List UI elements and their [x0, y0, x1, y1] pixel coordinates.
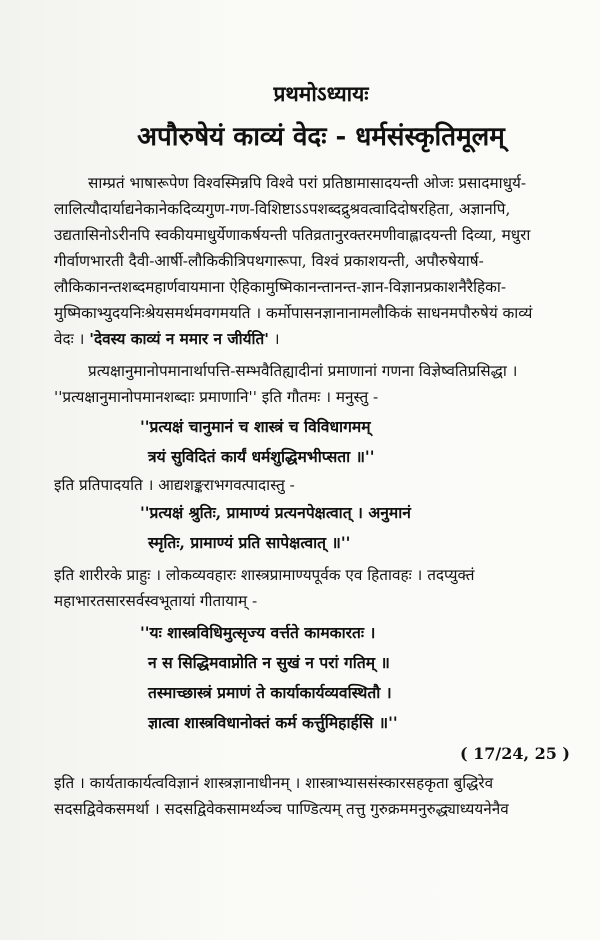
verse-manu	[54, 412, 578, 472]
text-line: इति । कार्यताकार्यत्वविज्ञानं शास्त्रज्ञानाधीनम् । शास्त्राभ्याससंस्कारसहकृता बुद्धिरेव	[54, 774, 494, 792]
paragraph-3	[54, 472, 578, 498]
text-line: लौकिकानन्तशब्दमहार्णवायमाना ऐहिकामुष्मिकानन्तानन्त-ज्ञान-विज्ञानप्रकाशनैरैहिका-	[54, 278, 507, 296]
verse-line: तस्माच्छास्त्रं प्रमाणं ते कार्याकार्यव्यवस्थितौ ।	[148, 683, 392, 702]
text-line: इति शारीरके प्राहुः । लोकव्यवहारः शास्त्रप्रामाण्यपूर्वक एव हितावहः । तदप्युक्तं	[54, 566, 475, 584]
text-line: मुष्मिकाभ्युदयनिःश्रेयसमर्थमवगमयति । कर्मोपासनज्ञानानामलौकिकं साधनमपौरुषेयं काव्यं	[54, 304, 533, 322]
paragraph-5	[54, 770, 578, 822]
verse-line: ''प्रत्यक्षं चानुमानं च शास्त्रं च विविधागमम्	[140, 417, 371, 436]
text-line: इति प्रतिपादयति । आद्यशङ्कराभगवत्पादास्तु -	[54, 476, 295, 494]
verse-line: त्रयं सुविदितं कार्यं धर्मशुद्धिमभीप्सता ॥''	[148, 447, 375, 466]
text-line: लालित्यौदार्याद्यनेकानेकदिव्यगुण-गण-विशिष्टाऽऽपशब्दद्रुश्रवत्वादिदोषरहिता, अज्ञानपि,	[54, 200, 511, 218]
text-line: साम्प्रतं भाषारूपेण विश्वस्मिन्नपि विश्वे परां प्रतिष्ठामासादयन्ती ओजः प्रसादमाधुर्य-	[88, 174, 527, 192]
text-line: सदसद्विवेकसमर्था । सदसद्विवेकसामर्थ्यञ्च पाण्डित्यम् तत्तु गुरुक्रममनुरुद्ध्याध्ययनेनैव	[54, 800, 509, 818]
verse-reference: ( 17/24, 25 )	[459, 744, 570, 763]
paragraph-2	[54, 358, 578, 410]
text-fragment: ।	[273, 330, 280, 348]
chapter-heading: प्रथमोऽध्यायः	[273, 81, 369, 106]
text-line: महाभारतसारसर्वस्वभूतायां गीतायाम् -	[54, 592, 258, 610]
paragraph-4	[54, 562, 578, 614]
text-fragment: वेदः ।	[54, 330, 85, 348]
quotation: 'देवस्य काव्यं न ममार न जीर्यति'	[89, 330, 269, 348]
text-line: गीर्वाणभारती दैवी-आर्षी-लौकिकीत्रिपथगारूपा, विश्वं प्रकाशयन्ती, अपौरुषेयार्ष-	[54, 252, 484, 270]
paragraph-1	[54, 170, 578, 352]
verse-shankara	[54, 498, 578, 558]
verse-gita	[54, 618, 578, 738]
text-line: ''प्रत्यक्षानुमानोपमानशब्दाः प्रमाणानि'' इति गौतमः । मनुस्तु -	[54, 388, 379, 406]
verse-line: ''यः शास्त्रविधिमुत्सृज्य वर्त्तते कामकारतः ।	[140, 623, 376, 642]
text-line: उद्यतासिनोऽरीनपि स्वकीयमाधुर्येणाकर्षयन्ती पतिव्रतानुरक्तरमणीवाह्लादयन्ती दिव्या, मधुरा	[54, 226, 531, 244]
verse-line: स्मृतिः, प्रामाण्यं प्रति सापेक्षत्वात् ॥''	[148, 533, 351, 552]
text-line	[54, 326, 578, 352]
verse-line: ''प्रत्यक्षं श्रुतिः, प्रामाण्यं प्रत्यनपेक्षत्वात् । अनुमानं	[140, 503, 411, 522]
verse-line: ज्ञात्वा शास्त्रविधानोक्तं कर्म कर्त्तुमिहार्हसि ॥''	[148, 713, 398, 732]
text-line: प्रत्यक्षानुमानोपमानार्थापत्ति-सम्भवैतिह्यादीनां प्रमाणानां गणना विज्ञेष्वतिप्रसिद्धा ।	[88, 362, 518, 380]
verse-line: न स सिद्धिमवाप्नोति न सुखं न परां गतिम् ॥	[148, 653, 390, 672]
chapter-title: अपौरुषेयं काव्यं वेदः - धर्मसंस्कृतिमूलम्	[137, 122, 505, 152]
